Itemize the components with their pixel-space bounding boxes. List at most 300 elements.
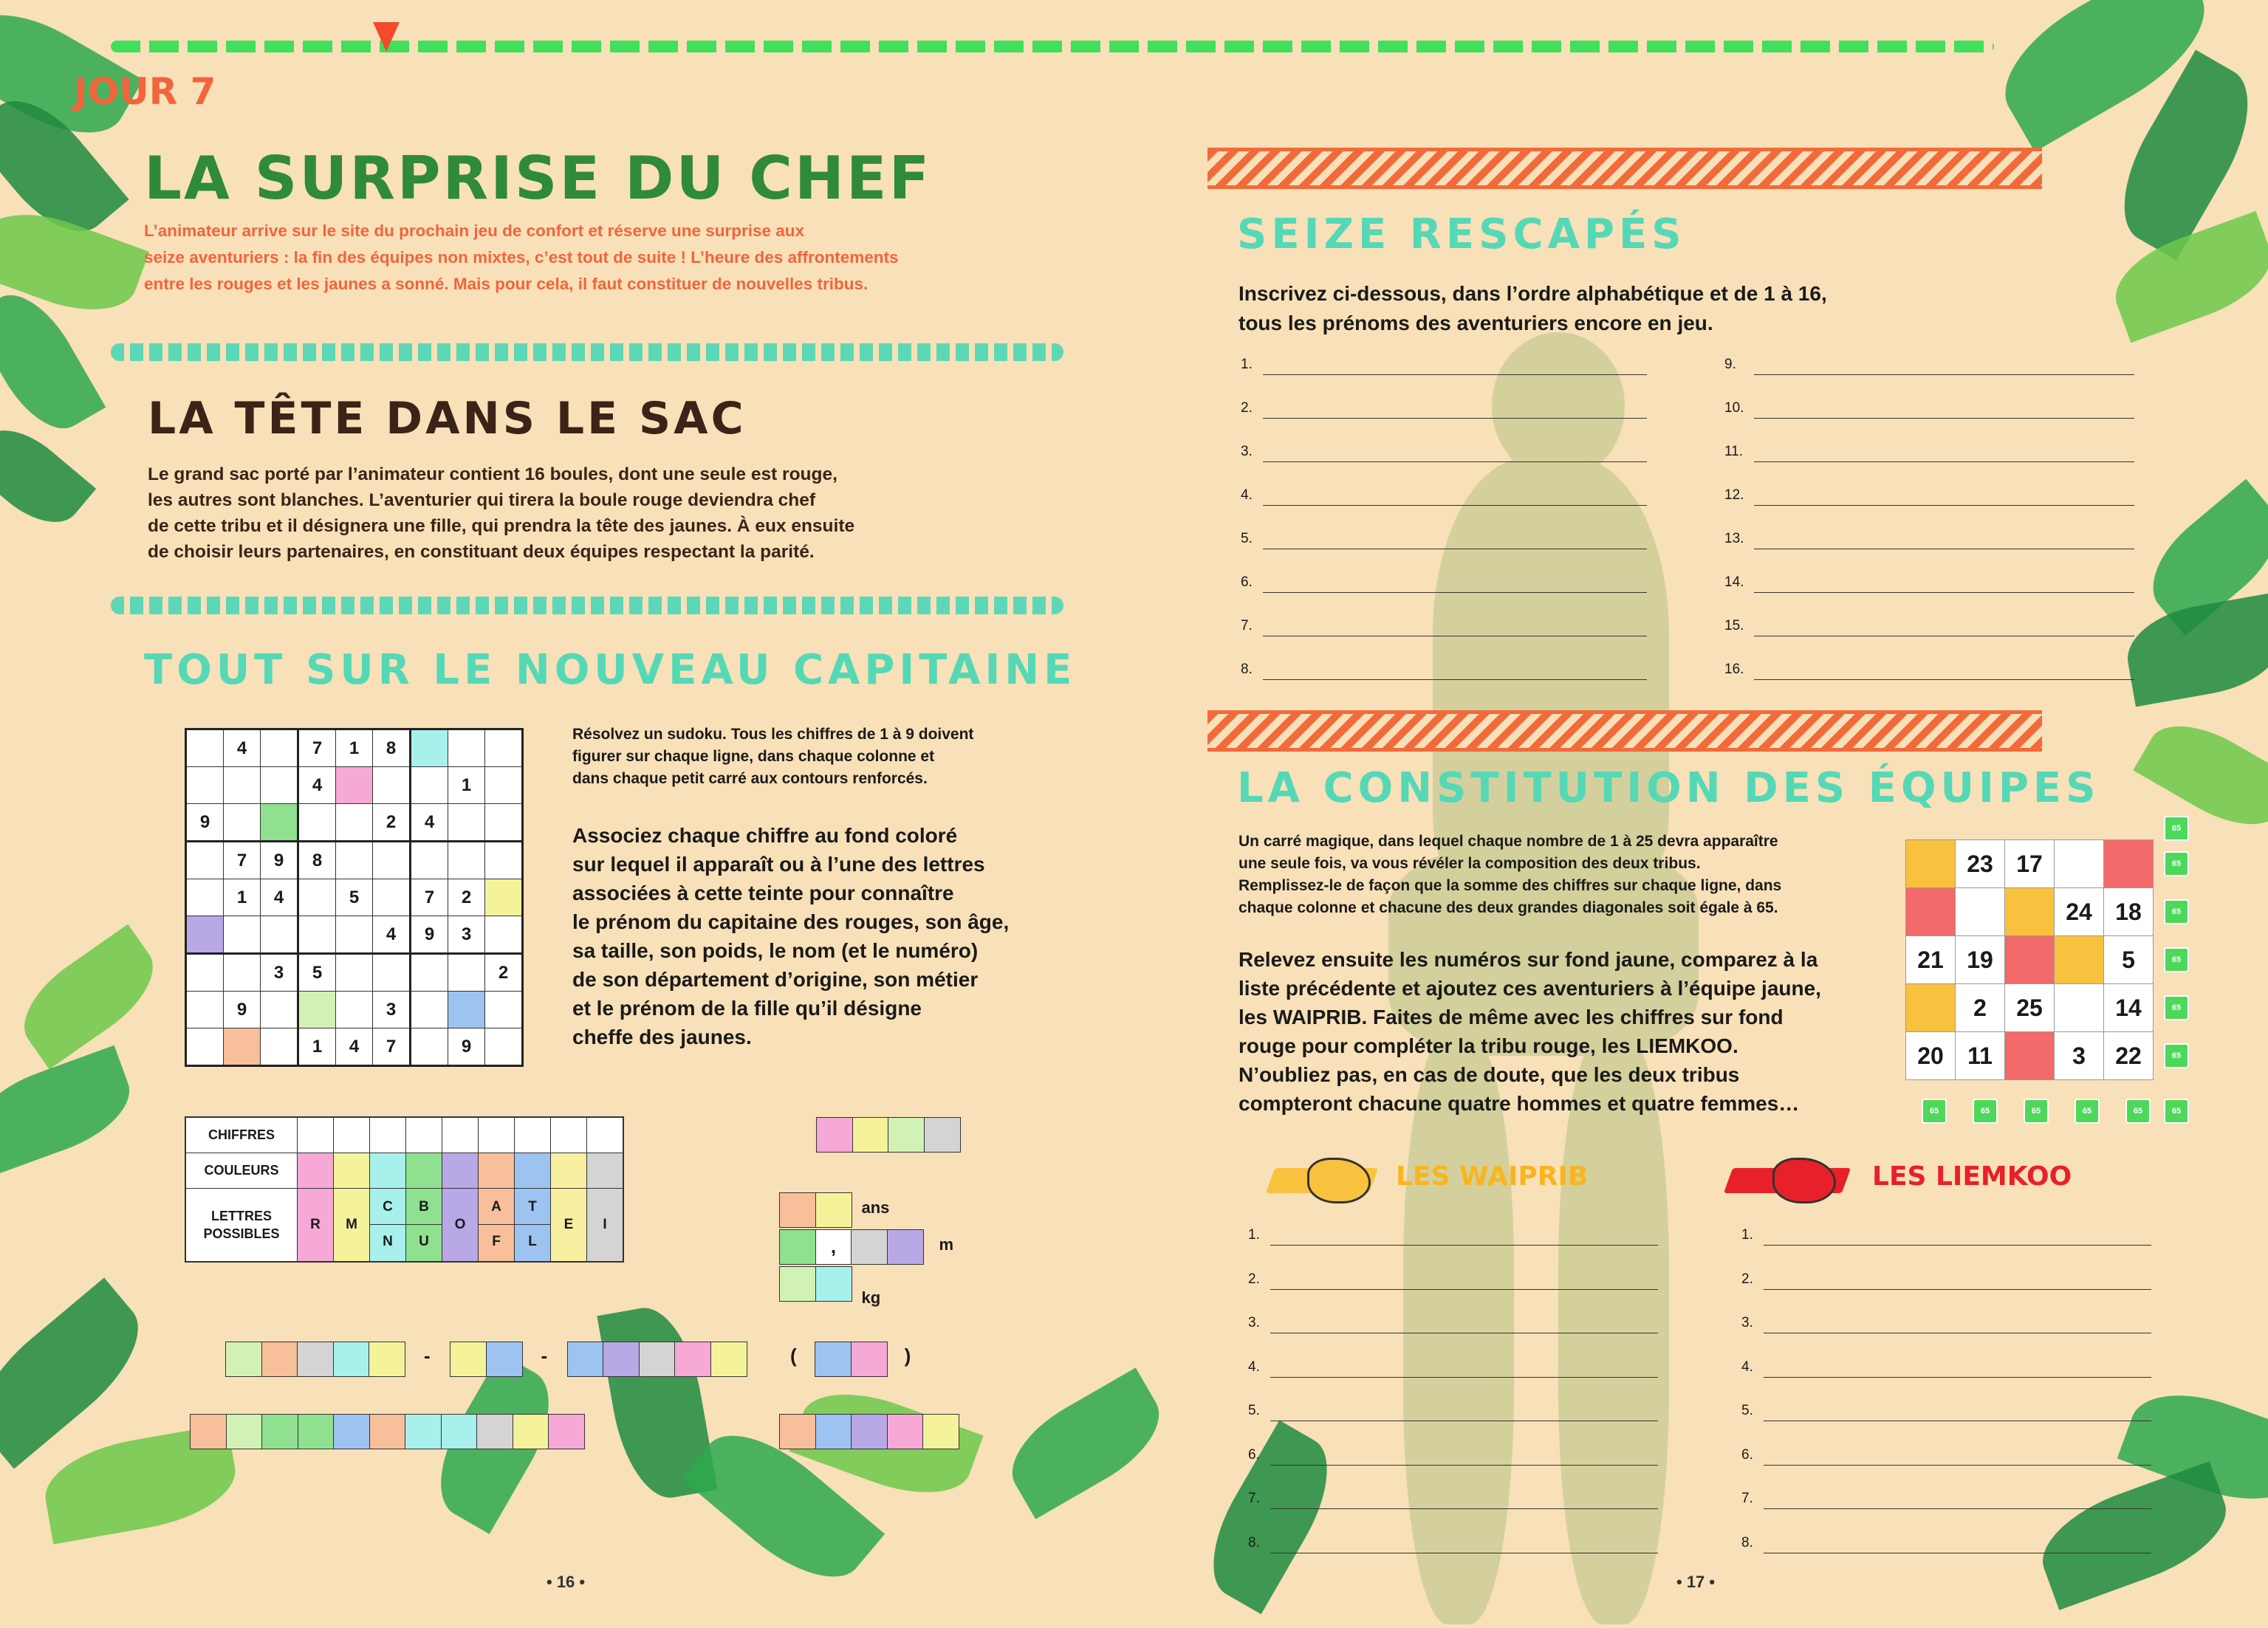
sudoku-cell[interactable] [261, 1028, 298, 1066]
sudoku-cell[interactable] [448, 954, 485, 992]
team-list-item [1248, 1227, 1260, 1243]
sudoku-cell[interactable]: 5 [298, 954, 336, 992]
sudoku-cell[interactable] [224, 1028, 261, 1066]
sudoku-cell[interactable]: 2 [448, 879, 485, 916]
answer-line[interactable] [1754, 461, 2134, 462]
unit-m: m [939, 1235, 954, 1254]
answer-box[interactable] [486, 1342, 523, 1377]
instruction-line: et le prénom de la fille qu’il désigne [572, 997, 922, 1020]
sudoku-cell[interactable]: 8 [298, 842, 336, 879]
sudoku-cell[interactable] [224, 954, 261, 992]
magic-cell[interactable]: 3 [2055, 1032, 2104, 1080]
sudoku-cell[interactable] [336, 954, 373, 992]
magic-cell[interactable]: 2 [1956, 984, 2005, 1032]
answer-box[interactable] [815, 1414, 852, 1449]
sum-65-arrow-icon: 65 [2164, 899, 2189, 924]
day-label: JOUR 7 [74, 70, 216, 113]
list-item [1241, 444, 1253, 460]
list-item [1241, 487, 1253, 504]
answer-box[interactable]: , [815, 1229, 852, 1265]
list-number: 14. [1724, 574, 1744, 590]
answer-box[interactable] [603, 1342, 640, 1377]
magic-cell[interactable]: 25 [2005, 984, 2055, 1032]
page-number-left: • 16 • [547, 1573, 586, 1591]
sudoku-cell[interactable]: 3 [448, 916, 485, 954]
magic-cell[interactable]: 5 [2104, 936, 2154, 984]
sudoku-cell[interactable] [485, 1028, 523, 1066]
list-item [1241, 400, 1253, 416]
answer-line[interactable] [1263, 418, 1647, 419]
answer-box[interactable] [924, 1117, 961, 1153]
rescapes-text [1239, 279, 1827, 338]
sudoku-cell[interactable]: 3 [261, 954, 298, 992]
dash: - [541, 1344, 548, 1367]
list-number: 1. [1248, 1227, 1260, 1243]
sum-65-arrow-icon: 65 [2164, 1043, 2189, 1068]
answer-box[interactable] [298, 1414, 335, 1449]
sudoku-cell[interactable]: 8 [373, 729, 411, 767]
letter: M [346, 1216, 357, 1232]
answer-line[interactable] [1263, 679, 1647, 680]
sudoku-cell[interactable] [298, 804, 336, 842]
sudoku-cell[interactable]: 4 [411, 804, 448, 842]
answer-line[interactable] [1270, 1245, 1658, 1246]
list-number: 4. [1741, 1359, 1753, 1375]
code-cell[interactable] [442, 1117, 479, 1153]
intro-text [144, 218, 899, 298]
list-number: 13. [1724, 531, 1744, 546]
answer-box[interactable] [922, 1414, 959, 1449]
answer-line[interactable] [1263, 505, 1647, 506]
letter-cell [406, 1188, 442, 1262]
answer-line[interactable] [1764, 1377, 2151, 1378]
instruction-line: dans chaque petit carré aux contours renforcés. [572, 770, 928, 787]
magic-cell[interactable]: 14 [2104, 984, 2154, 1032]
team-list-item [1248, 1271, 1260, 1288]
instruction-line: Relevez ensuite les numéros sur fond jaune, comparez à la [1239, 948, 1818, 971]
list-number: 16. [1724, 662, 1744, 677]
magic-cell[interactable]: 23 [1956, 840, 2005, 888]
list-item [1724, 444, 1743, 460]
answer-line[interactable] [1263, 374, 1647, 375]
team-list-item [1248, 1535, 1260, 1551]
section-title-equipes: LA CONSTITUTION DES ÉQUIPES [1237, 764, 2100, 812]
list-number: 12. [1724, 487, 1744, 503]
sac-line: de choisir leurs partenaires, en constituant deux équipes respectant la parité. [148, 542, 815, 562]
code-cell[interactable] [406, 1117, 442, 1153]
code-cell[interactable] [298, 1117, 334, 1153]
magic-cell[interactable] [2055, 936, 2104, 984]
sum-65-arrow-icon: 65 [2024, 1099, 2049, 1124]
magic-cell[interactable] [2104, 840, 2154, 888]
answer-box[interactable] [333, 1414, 370, 1449]
sudoku-cell[interactable] [186, 879, 224, 916]
top-marker-icon [373, 22, 400, 52]
sudoku-cell[interactable]: 9 [411, 916, 448, 954]
answer-line[interactable] [1270, 1377, 1658, 1378]
sudoku-cell[interactable]: 2 [373, 804, 411, 842]
letter-cell [551, 1188, 587, 1262]
list-item [1724, 662, 1744, 678]
instruction-line: tous les prénoms des aventuriers encore en jeu. [1239, 312, 1713, 334]
list-number: 3. [1741, 1315, 1753, 1330]
sudoku-cell[interactable] [448, 842, 485, 879]
answer-box[interactable] [815, 1266, 852, 1302]
sudoku-cell[interactable] [186, 842, 224, 879]
unit-ans: ans [861, 1198, 890, 1217]
sudoku-cell[interactable]: 3 [373, 992, 411, 1028]
list-item [1241, 531, 1253, 547]
list-number: 5. [1241, 531, 1253, 546]
team-red-title: LES LIEMKOO [1872, 1161, 2072, 1192]
answer-box[interactable] [639, 1342, 676, 1377]
sudoku-cell[interactable] [186, 992, 224, 1028]
sudoku-cell[interactable]: 9 [448, 1028, 485, 1066]
magic-cell[interactable] [2005, 888, 2055, 936]
sudoku-cell[interactable] [373, 879, 411, 916]
sudoku-cell[interactable]: 1 [298, 1028, 336, 1066]
answer-box[interactable] [441, 1414, 478, 1449]
instruction-line: sa taille, son poids, le nom (et le numéro) [572, 939, 979, 962]
answer-box[interactable] [888, 1117, 925, 1153]
sudoku-cell[interactable] [298, 992, 336, 1028]
answer-line[interactable] [1270, 1289, 1658, 1290]
sudoku-cell[interactable] [186, 916, 224, 954]
answer-box[interactable] [226, 1414, 263, 1449]
sudoku-cell[interactable] [485, 729, 523, 767]
sudoku-cell[interactable] [298, 879, 336, 916]
answer-box[interactable] [887, 1414, 924, 1449]
code-cell[interactable] [587, 1117, 624, 1153]
sudoku-cell[interactable] [411, 992, 448, 1028]
sudoku-cell[interactable] [224, 804, 261, 842]
answer-box[interactable] [851, 1229, 888, 1265]
magic-cell[interactable] [2055, 984, 2104, 1032]
answer-box[interactable] [261, 1342, 298, 1377]
answer-line[interactable] [1754, 679, 2134, 680]
sudoku-cell[interactable] [485, 916, 523, 954]
sudoku-cell[interactable] [448, 804, 485, 842]
instruction-line: chaque colonne et chacune des deux grandes diagonales soit égale à 65. [1239, 899, 1778, 916]
answer-box[interactable] [225, 1342, 262, 1377]
letter: T [515, 1190, 550, 1225]
list-item [1241, 574, 1253, 591]
answer-line[interactable] [1754, 505, 2134, 506]
answer-line[interactable] [1764, 1245, 2151, 1246]
answer-box[interactable] [450, 1342, 487, 1377]
list-number: 1. [1241, 357, 1253, 372]
section-title-capitaine: TOUT SUR LE NOUVEAU CAPITAINE [144, 646, 1077, 694]
sudoku-cell[interactable] [224, 916, 261, 954]
answer-box[interactable] [815, 1342, 852, 1377]
sudoku-cell[interactable] [411, 954, 448, 992]
magic-cell[interactable]: 19 [1956, 936, 2005, 984]
team-list-item [1741, 1359, 1753, 1375]
letter-cell [587, 1188, 624, 1262]
answer-box[interactable] [548, 1414, 585, 1449]
sudoku-cell[interactable] [485, 879, 523, 916]
answer-box[interactable] [779, 1414, 816, 1449]
answer-box[interactable] [333, 1342, 370, 1377]
list-number: 15. [1724, 618, 1744, 633]
list-number: 5. [1741, 1403, 1753, 1418]
answer-box[interactable] [476, 1414, 513, 1449]
instruction-line: N’oubliez pas, en cas de doute, que les deux tribus [1239, 1063, 1740, 1086]
team-list-item [1741, 1271, 1753, 1288]
answer-box[interactable] [779, 1266, 816, 1302]
sudoku-cell[interactable] [448, 729, 485, 767]
list-number: 5. [1248, 1403, 1260, 1418]
section-title-sac: LA TÊTE DANS LE SAC [148, 393, 747, 444]
team-list-item [1248, 1359, 1260, 1375]
answer-box[interactable] [369, 1342, 405, 1377]
answer-line[interactable] [1754, 592, 2134, 593]
answer-box[interactable] [710, 1342, 747, 1377]
sudoku-cell[interactable] [336, 916, 373, 954]
magic-cell[interactable] [1906, 888, 1956, 936]
sudoku-cell[interactable] [485, 992, 523, 1028]
intro-line: seize aventuriers : la fin des équipes non mixtes, c’est tout de suite ! L’heure des affrontements [144, 248, 899, 267]
sudoku-cell[interactable] [373, 767, 411, 804]
answer-line[interactable] [1764, 1465, 2151, 1466]
list-number: 7. [1241, 618, 1253, 633]
letter-cell [442, 1188, 479, 1262]
magic-cell[interactable] [2055, 840, 2104, 888]
list-item [1241, 618, 1253, 634]
letter: I [603, 1216, 607, 1232]
bandana-red-icon [1772, 1158, 1836, 1203]
sudoku-cell[interactable]: 4 [261, 879, 298, 916]
page-number-right: • 17 • [1676, 1573, 1716, 1591]
answer-box[interactable] [513, 1414, 549, 1449]
sudoku-cell[interactable]: 9 [186, 804, 224, 842]
answer-box[interactable] [852, 1117, 889, 1153]
wave-divider [111, 343, 1063, 361]
sudoku-cell[interactable]: 2 [485, 954, 523, 992]
answer-box[interactable] [261, 1414, 298, 1449]
sudoku-cell[interactable] [411, 1028, 448, 1066]
sudoku-cell[interactable] [411, 842, 448, 879]
answer-box[interactable] [816, 1117, 853, 1153]
magic-cell[interactable] [1956, 888, 2005, 936]
sudoku-cell[interactable] [411, 729, 448, 767]
answer-line[interactable] [1764, 1508, 2151, 1509]
sum-65-arrow-icon: 65 [2164, 995, 2189, 1020]
sudoku-cell[interactable] [261, 729, 298, 767]
sudoku-cell[interactable] [261, 992, 298, 1028]
list-number: 9. [1724, 357, 1736, 372]
list-number: 6. [1241, 574, 1253, 590]
team-list-item [1741, 1315, 1753, 1331]
sudoku-cell[interactable]: 9 [261, 842, 298, 879]
color-swatch [406, 1153, 442, 1188]
letter-cell [370, 1188, 406, 1262]
list-number: 7. [1741, 1491, 1753, 1506]
team-list-item [1248, 1447, 1260, 1463]
code-cell[interactable] [479, 1117, 515, 1153]
letter: E [563, 1216, 574, 1232]
list-number: 8. [1248, 1534, 1260, 1550]
list-item [1724, 400, 1744, 416]
sudoku-cell[interactable] [224, 767, 261, 804]
list-number: 4. [1248, 1359, 1260, 1375]
sudoku-cell[interactable] [373, 842, 411, 879]
equipes-text [1239, 831, 1781, 919]
answer-box[interactable] [887, 1229, 924, 1265]
magic-cell[interactable]: 18 [2104, 888, 2154, 936]
sudoku-cell[interactable]: 1 [448, 767, 485, 804]
magic-cell[interactable] [1906, 984, 1956, 1032]
intro-line: entre les rouges et les jaunes a sonné. Mais pour cela, il faut constituer de nouvelles tribus. [144, 275, 869, 293]
sudoku-cell[interactable]: 1 [224, 879, 261, 916]
team-list-item [1741, 1491, 1753, 1507]
answer-number-row [790, 1342, 911, 1377]
sum-65-arrow-icon: 65 [2164, 816, 2189, 841]
answer-box[interactable] [369, 1414, 406, 1449]
color-swatch [515, 1153, 551, 1188]
zigzag-divider [1207, 710, 2042, 752]
list-number: 8. [1741, 1534, 1753, 1550]
sudoku-cell[interactable]: 1 [336, 729, 373, 767]
sudoku-cell[interactable] [336, 992, 373, 1028]
magic-cell[interactable]: 11 [1956, 1032, 2005, 1080]
sudoku-cell[interactable]: 9 [224, 992, 261, 1028]
code-cell[interactable] [370, 1117, 406, 1153]
list-item [1724, 574, 1744, 591]
list-item [1724, 357, 1736, 373]
instruction-line: les WAIPRIB. Faites de même avec les chiffres sur fond [1239, 1006, 1784, 1028]
zigzag-divider [1207, 148, 2042, 189]
sudoku-cell[interactable]: 7 [298, 729, 336, 767]
answer-box[interactable] [405, 1414, 442, 1449]
code-cell[interactable] [334, 1117, 370, 1153]
answer-box[interactable] [779, 1192, 816, 1228]
answer-box[interactable] [779, 1229, 816, 1265]
color-swatch [370, 1153, 406, 1188]
paren: ( [790, 1344, 797, 1367]
code-cell[interactable] [551, 1117, 587, 1153]
answer-box[interactable] [674, 1342, 711, 1377]
list-number: 2. [1248, 1271, 1260, 1287]
answer-line[interactable] [1754, 418, 2134, 419]
list-item [1724, 487, 1744, 504]
sum-65-arrow-icon: 65 [1973, 1099, 1998, 1124]
color-swatch [334, 1153, 370, 1188]
row-label: CHIFFRES [185, 1117, 298, 1153]
magic-cell[interactable] [1906, 840, 1956, 888]
team-list-item [1741, 1227, 1753, 1243]
sudoku-cell[interactable] [485, 767, 523, 804]
answer-girl-row [779, 1414, 959, 1449]
team-red-badge [1728, 1152, 1861, 1211]
sudoku-cell[interactable]: 7 [224, 842, 261, 879]
list-number: 6. [1741, 1446, 1753, 1463]
answer-box[interactable] [567, 1342, 604, 1377]
answer-line[interactable] [1263, 461, 1647, 462]
list-number: 3. [1241, 444, 1253, 459]
paren: ) [904, 1344, 911, 1367]
code-table [185, 1116, 624, 1263]
instruction-line: compteront chacune quatre hommes et quatre femmes… [1239, 1092, 1800, 1115]
magic-square [1905, 839, 2154, 1080]
answer-box[interactable] [851, 1414, 888, 1449]
dash: - [423, 1344, 431, 1367]
sum-65-arrow-icon: 65 [2075, 1099, 2100, 1124]
instruction-line: Inscrivez ci-dessous, dans l’ordre alphabétique et de 1 à 16, [1239, 282, 1827, 305]
color-swatch [479, 1153, 515, 1188]
magic-cell[interactable]: 20 [1906, 1032, 1956, 1080]
row-label: LETTRES POSSIBLES [185, 1188, 298, 1262]
answer-line[interactable] [1263, 592, 1647, 593]
sudoku-cell[interactable] [485, 842, 523, 879]
sudoku-cell[interactable] [336, 767, 373, 804]
sudoku-cell[interactable] [261, 804, 298, 842]
instruction-line: Remplissez-le de façon que la somme des chiffres sur chaque ligne, dans [1239, 877, 1782, 894]
answer-box[interactable] [190, 1414, 227, 1449]
sudoku-cell[interactable] [186, 954, 224, 992]
instruction-line: sur lequel il apparaît ou à l’une des lettres [572, 853, 985, 876]
letter: U [419, 1234, 429, 1250]
sudoku-cell[interactable] [336, 804, 373, 842]
magic-cell[interactable]: 21 [1906, 936, 1956, 984]
answer-line[interactable] [1270, 1508, 1658, 1509]
sudoku-grid [185, 728, 524, 1067]
sudoku-cell[interactable] [186, 1028, 224, 1066]
letter: L [528, 1234, 537, 1250]
sudoku-cell[interactable]: 4 [336, 1028, 373, 1066]
magic-cell[interactable] [2005, 1032, 2055, 1080]
sudoku-cell[interactable] [298, 916, 336, 954]
code-cell[interactable] [515, 1117, 551, 1153]
answer-line[interactable] [1270, 1465, 1658, 1466]
sac-line: Le grand sac porté par l’animateur contient 16 boules, dont une seule est rouge, [148, 464, 837, 484]
sudoku-cell[interactable] [336, 842, 373, 879]
color-swatch [551, 1153, 587, 1188]
sudoku-cell[interactable] [186, 767, 224, 804]
sudoku-cell[interactable]: 4 [373, 916, 411, 954]
answer-height-row [779, 1229, 953, 1265]
team-list-item [1741, 1535, 1753, 1551]
sudoku-cell[interactable] [186, 729, 224, 767]
sudoku-cell[interactable] [485, 804, 523, 842]
answer-box[interactable] [851, 1342, 888, 1377]
sum-65-arrow-icon: 65 [2164, 851, 2189, 876]
sudoku-cell[interactable] [261, 767, 298, 804]
instruction-line: liste précédente et ajoutez ces aventuriers à l’équipe jaune, [1239, 977, 1821, 1000]
answer-department-row [225, 1342, 746, 1377]
answer-name-row [816, 1117, 959, 1153]
sudoku-cell[interactable] [411, 767, 448, 804]
sudoku-cell[interactable] [448, 992, 485, 1028]
sudoku-cell[interactable]: 4 [298, 767, 336, 804]
magic-cell[interactable]: 24 [2055, 888, 2104, 936]
magic-cell[interactable]: 17 [2005, 840, 2055, 888]
answer-box[interactable] [297, 1342, 334, 1377]
answer-line[interactable] [1754, 374, 2134, 375]
sudoku-cell[interactable]: 4 [224, 729, 261, 767]
magic-cell[interactable] [2005, 936, 2055, 984]
letter: O [454, 1216, 466, 1232]
sudoku-cell[interactable]: 7 [411, 879, 448, 916]
sudoku-cell[interactable]: 7 [373, 1028, 411, 1066]
sudoku-cell[interactable]: 5 [336, 879, 373, 916]
answer-box[interactable] [815, 1192, 852, 1228]
magic-cell[interactable]: 22 [2104, 1032, 2154, 1080]
sudoku-cell[interactable] [261, 916, 298, 954]
sudoku-cell[interactable] [373, 954, 411, 992]
letter: R [310, 1216, 321, 1232]
answer-line[interactable] [1764, 1289, 2151, 1290]
